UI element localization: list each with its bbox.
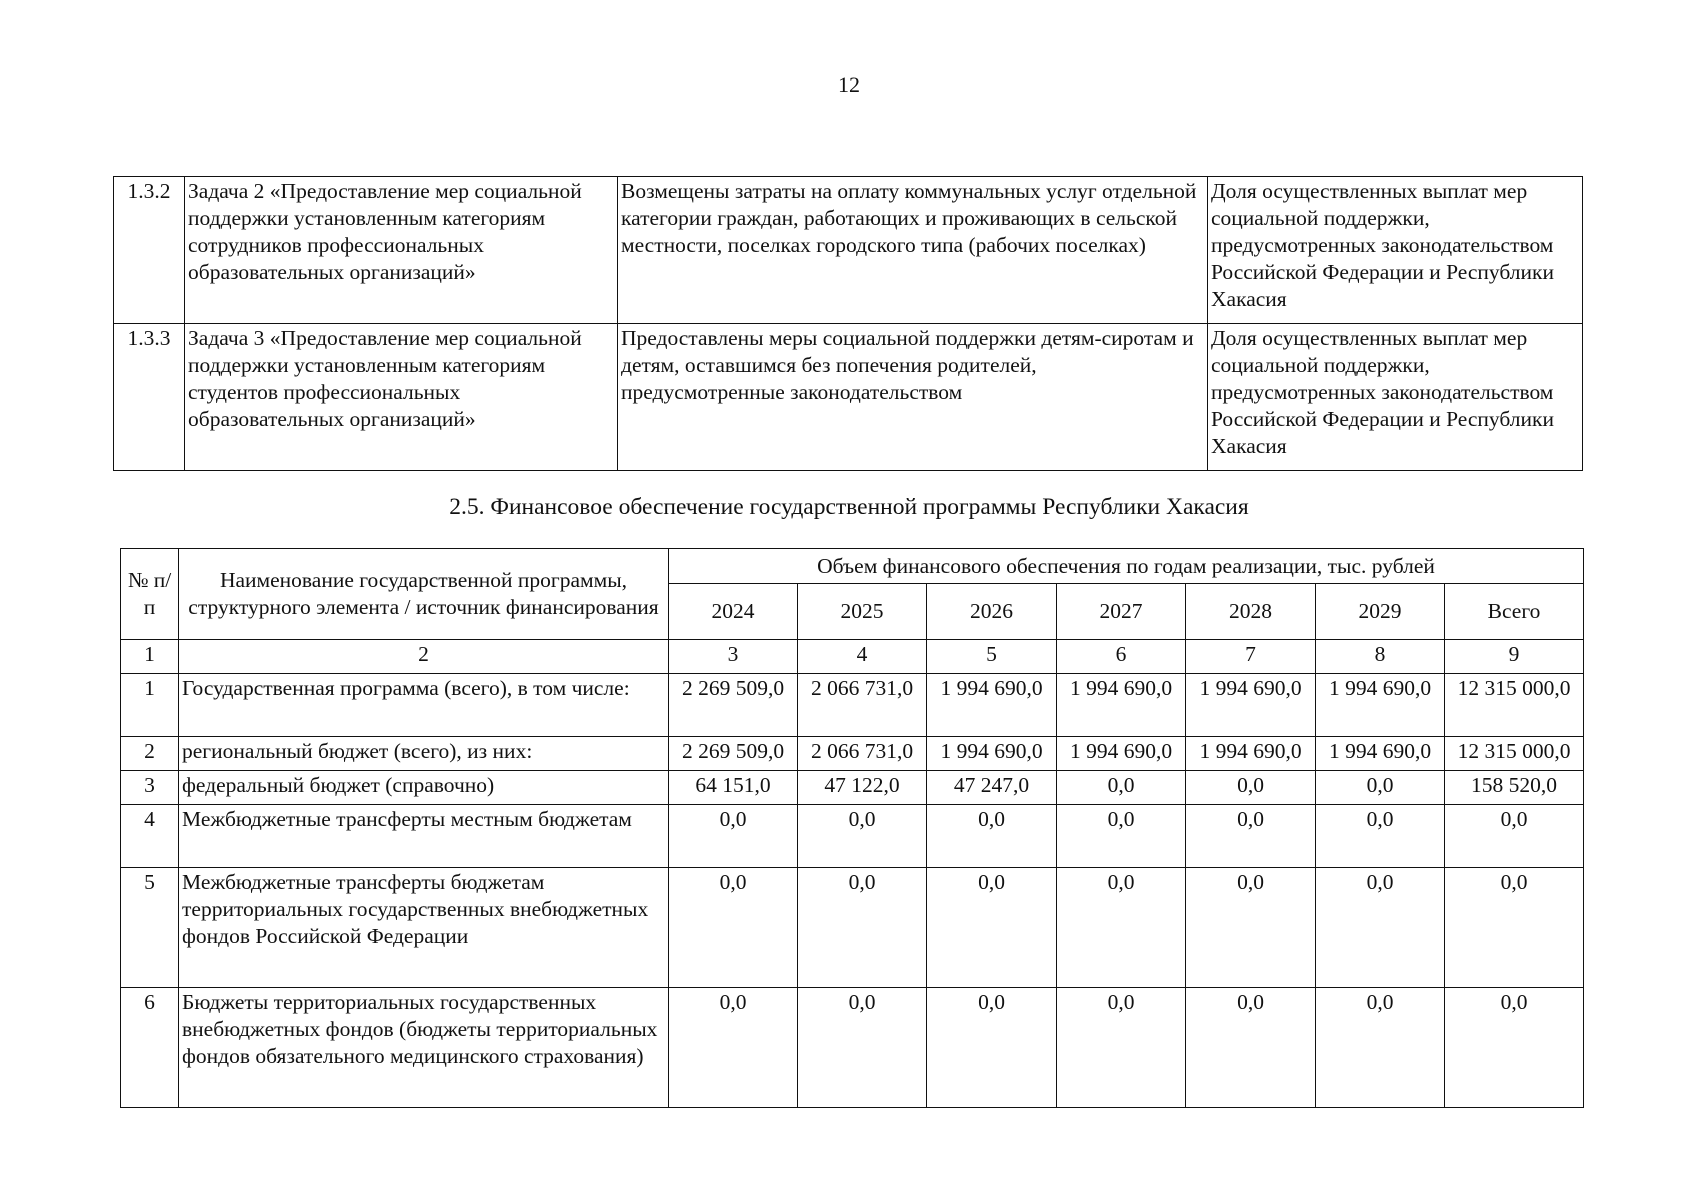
header-name: Наименование государственной программы, структурного элемента / источник финансирования [179,549,669,640]
value-cell: 0,0 [1186,988,1316,1108]
task-result: Возмещены затраты на оплату коммунальных услуг отдельной категории граждан, работающих и проживающих в сельской местности, поселках городского типа (рабочих поселках) [618,177,1208,324]
header-row [121,549,1584,584]
value-cell: 0,0 [1057,868,1186,988]
value-cell: 0,0 [927,868,1057,988]
value-cell: 0,0 [1057,805,1186,868]
column-number: 7 [1186,640,1316,674]
value-cell: 2 269 509,0 [669,737,798,771]
tasks-table [113,176,1583,471]
table-row [121,868,1584,988]
table-row [114,324,1583,471]
value-cell: 0,0 [1316,988,1445,1108]
header-volume: Объем финансового обеспечения по годам реализации, тыс. рублей [669,549,1584,584]
value-cell: 1 994 690,0 [927,674,1057,737]
column-number: 3 [669,640,798,674]
value-cell: 0,0 [1445,988,1584,1108]
value-cell: 47 247,0 [927,771,1057,805]
table-row [114,177,1583,324]
task-result: Предоставлены меры социальной поддержки детям-сиротам и детям, оставшимся без попечения родителей, предусмотренные законодательством [618,324,1208,471]
year-header: 2029 [1316,584,1445,640]
row-number: 3 [121,771,179,805]
value-cell: 0,0 [1316,868,1445,988]
value-cell: 0,0 [1057,771,1186,805]
value-cell: 158 520,0 [1445,771,1584,805]
task-indicator: Доля осуществленных выплат мер социальной поддержки, предусмотренных законодательством Российской Федерации и Республики Хакасия [1208,324,1583,471]
value-cell: 0,0 [1186,771,1316,805]
year-header: 2026 [927,584,1057,640]
value-cell: 1 994 690,0 [927,737,1057,771]
value-cell: 0,0 [1057,988,1186,1108]
column-number: 4 [798,640,927,674]
value-cell: 2 066 731,0 [798,674,927,737]
value-cell: 0,0 [669,988,798,1108]
page-number: 12 [838,72,860,97]
value-cell: 1 994 690,0 [1316,674,1445,737]
value-cell: 0,0 [1186,805,1316,868]
section-title: 2.5. Финансовое обеспечение государственной программы Республики Хакасия [449,494,1249,520]
value-cell: 12 315 000,0 [1445,674,1584,737]
row-number: 5 [121,868,179,988]
year-header: 2028 [1186,584,1316,640]
value-cell: 0,0 [669,868,798,988]
column-number: 1 [121,640,179,674]
column-number: 9 [1445,640,1584,674]
row-name: Государственная программа (всего), в том числе: [179,674,669,737]
value-cell: 64 151,0 [669,771,798,805]
value-cell: 1 994 690,0 [1316,737,1445,771]
value-cell: 12 315 000,0 [1445,737,1584,771]
task-name: Задача 3 «Предоставление мер социальной поддержки установленным категориям студентов профессиональных образовательных организаций» [185,324,618,471]
value-cell: 0,0 [798,868,927,988]
year-header: 2025 [798,584,927,640]
year-header: 2027 [1057,584,1186,640]
value-cell: 2 269 509,0 [669,674,798,737]
task-indicator: Доля осуществленных выплат мер социальной поддержки, предусмотренных законодательством Российской Федерации и Республики Хакасия [1208,177,1583,324]
value-cell: 0,0 [1445,868,1584,988]
column-number: 6 [1057,640,1186,674]
value-cell: 1 994 690,0 [1057,737,1186,771]
header-number: № п/п [121,549,179,640]
value-cell: 0,0 [1316,805,1445,868]
table-row [121,737,1584,771]
value-cell: 0,0 [927,988,1057,1108]
value-cell: 2 066 731,0 [798,737,927,771]
row-name: Бюджеты территориальных государственных внебюджетных фондов (бюджеты территориальных фондов обязательного медицинского страхования) [179,988,669,1108]
value-cell: 0,0 [798,988,927,1108]
finance-table [120,548,1584,1108]
row-number: 6 [121,988,179,1108]
row-number: 2 [121,737,179,771]
column-number: 5 [927,640,1057,674]
value-cell: 0,0 [669,805,798,868]
task-name: Задача 2 «Предоставление мер социальной поддержки установленным категориям сотрудников профессиональных образовательных организаций» [185,177,618,324]
column-numbers-row [121,640,1584,674]
row-name: Межбюджетные трансферты бюджетам территориальных государственных внебюджетных фондов Российской Федерации [179,868,669,988]
column-number: 8 [1316,640,1445,674]
value-cell: 1 994 690,0 [1186,674,1316,737]
value-cell: 0,0 [1186,868,1316,988]
table-row [121,805,1584,868]
row-name: региональный бюджет (всего), из них: [179,737,669,771]
total-header: Всего [1445,584,1584,640]
task-number: 1.3.2 [114,177,185,324]
task-number: 1.3.3 [114,324,185,471]
value-cell: 0,0 [1445,805,1584,868]
value-cell: 1 994 690,0 [1057,674,1186,737]
value-cell: 0,0 [1316,771,1445,805]
value-cell: 0,0 [927,805,1057,868]
row-number: 1 [121,674,179,737]
value-cell: 1 994 690,0 [1186,737,1316,771]
table-row [121,674,1584,737]
value-cell: 47 122,0 [798,771,927,805]
row-name: федеральный бюджет (справочно) [179,771,669,805]
table-row [121,988,1584,1108]
row-name: Межбюджетные трансферты местным бюджетам [179,805,669,868]
row-number: 4 [121,805,179,868]
year-header: 2024 [669,584,798,640]
value-cell: 0,0 [798,805,927,868]
table-row [121,771,1584,805]
column-number: 2 [179,640,669,674]
